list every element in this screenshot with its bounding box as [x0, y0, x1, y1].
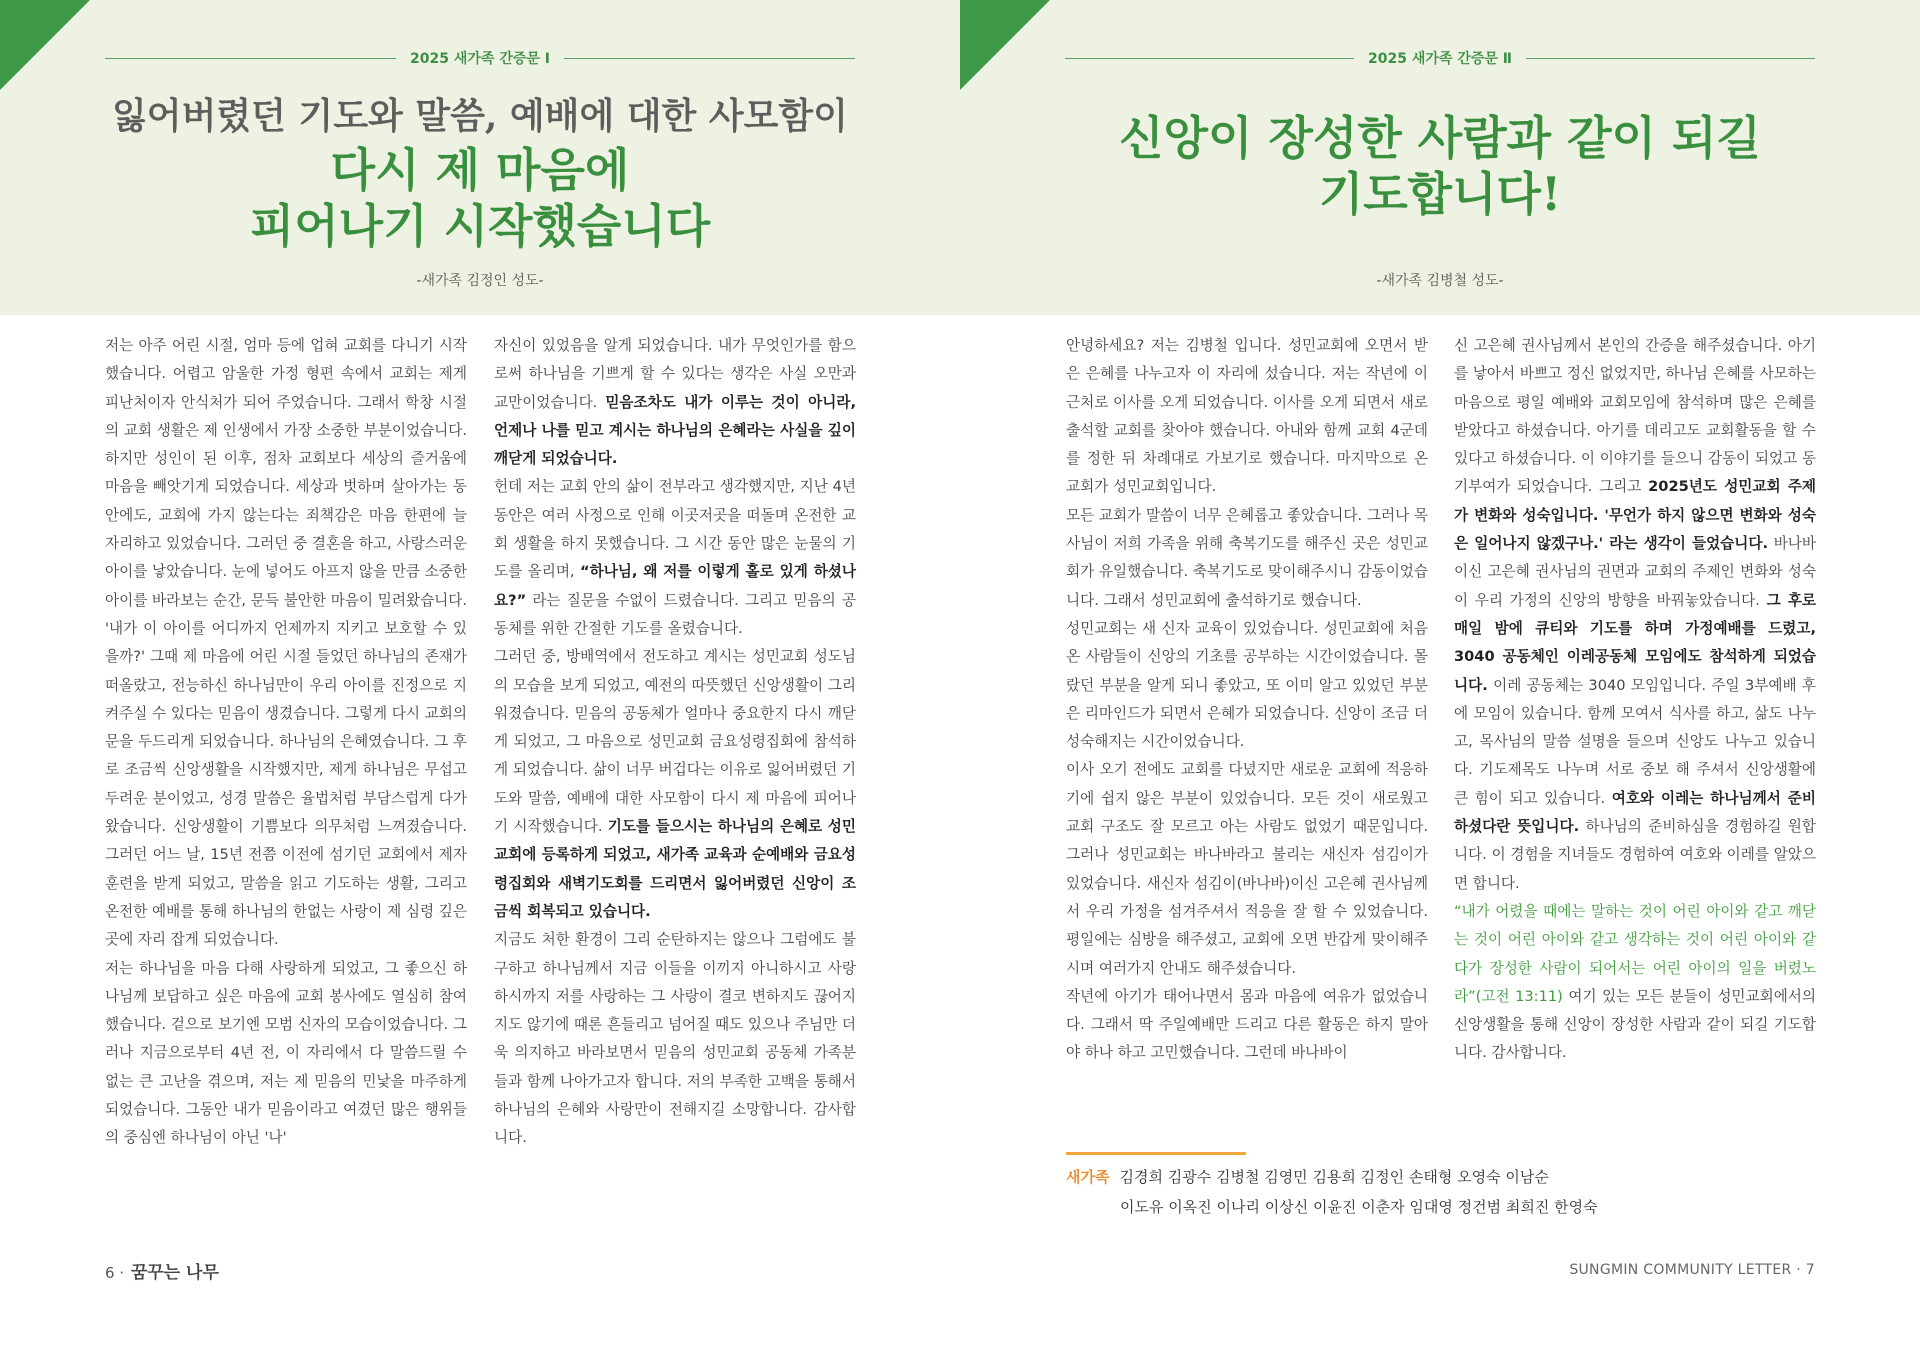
text-column-2: [494, 332, 856, 1153]
paragraph: 그러던 중, 방배역에서 전도하고 계시는 성민교회 성도님의 모습을 보게 되었고, 예전의 따뜻했던 신앙생활이 그리워졌습니다. 믿음의 공동체가 얼마나 중요한지 다시 깨닫게 되었고, 그 마음으로 성민교회 금요성령집회에 참석하게 되었습니다. 삶이 너무 버겁다는 이유로 잃어버렸던 기도와 말씀, 예배에 대한 사모함이 다시 제 마음에 피어나기 시작했습니다. 기도를 들으시는 하나님의 은혜로 성민교회에 등록하게 되었고, 새가족 교육과 순예배와 금요성령집회와 새벽기도회를 드리면서 잃어버렸던 신앙이 조금씩 회복되고 있습니다.: [494, 648, 857, 920]
members-row-2: [1120, 1196, 1598, 1217]
paragraph: 성민교회는 새 신자 교육이 있었습니다. 성민교회에 처음 온 사람들이 신앙의 기초를 공부하는 시간이었습니다. 몰랐던 부분을 알게 되니 좋았고, 또 이미 알고 있었던 부분은 리마인드가 되면서 은혜가 되었습니다. 신앙이 조금 더 성숙해지는 시간이었습니다.: [1066, 619, 1428, 751]
paragraph: “내가 어렸을 때에는 말하는 것이 어린 아이와 같고 깨닫는 것이 어린 아이와 같고 생각하는 것이 어린 아이와 같다가 장성한 사람이 되어서는 어린 아이의 일을 버렸노라”(고전 13:11) 여기 있는 모든 분들이 성민교회에서의 신앙생활을 통해 신앙이 장성한 사람과 같이 되길 기도합니다. 감사합니다.: [1454, 902, 1817, 1062]
paragraph: 안녕하세요? 저는 김병철 입니다. 성민교회에 오면서 받은 은혜를 나누고자 이 자리에 섰습니다. 저는 작년에 이 근처로 이사를 오게 되었습니다. 이사를 오게 되면서 새로 출석할 교회를 찾아야 했습니다. 아내와 함께 교회 4군데를 정한 뒤 차례대로 가보기로 했습니다. 마지막으로 온 교회가 성민교회입니다.: [1066, 337, 1428, 496]
emphasis-text: “하나님, 왜 저를 이렇게 홀로 있게 하셨나요?”: [494, 563, 857, 609]
paragraph: 헌데 저는 교회 안의 삶이 전부라고 생각했지만, 지난 4년 동안은 여러 사정으로 인해 이곳저곳을 떠돌며 온전한 교회 생활을 하지 못했습니다. 그 시간 동안 많은 눈물의 기도를 올리며, “하나님, 왜 저를 이렇게 홀로 있게 하셨나요?” 라는 질문을 수없이 드렸습니다. 그리고 믿음의 공동체를 위한 간절한 기도를 올렸습니다.: [494, 478, 857, 637]
section-label-row: [105, 48, 855, 68]
footer-right: SUNGMIN COMMUNITY LETTER · 7: [1569, 1262, 1815, 1278]
title-line-1: 잃어버렸던 기도와 말씀, 예배에 대한 사모함이: [112, 95, 848, 137]
paragraph: 신 고은혜 권사님께서 본인의 간증을 해주셨습니다. 아기를 낳아서 바쁘고 정신 없었지만, 하나님 은혜를 사모하는 마음으로 평일 예배와 교회모임에 참석하며 많은 은혜를 받았다고 하셨습니다. 아기를 데리고도 교회활동을 할 수 있다고 하셨습니다. 이 이야기를 들으니 감동이 되었고 동기부여가 되었습니다. 그리고 2025년도 성민교회 주제가 변화와 성숙입니다. '무언가 하지 않으면 변화와 성숙은 일어나지 않겠구나.' 라는 생각이 들었습니다. 바나바이신 고은혜 권사님의 권면과 교회의 주제인 변화와 성숙이 우리 가정의 신앙의 방향을 바꿔놓았습니다. 그 후로 매일 밤에 큐티와 기도를 하며 가정예배를 드렸고, 3040 공동체인 이레공동체 모임에도 참석하게 되었습니다. 이레 공동체는 3040 모임입니다. 주일 3부예배 후에 모임이 있습니다. 함께 모여서 식사를 하고, 삶도 나누고, 목사님의 말씀 설명을 들으며 신앙도 나누고 있습니다. 기도제목도 나누며 서로 중보 해 주셔서 신앙생활에 큰 힘이 되고 있습니다. 여호와 이레는 하나님께서 준비하셨다란 뜻입니다. 하나님의 준비하심을 경험하길 원합니다. 이 경험을 지녀들도 경험하여 여호와 이레를 알았으면 합니다.: [1454, 337, 1817, 892]
section-label-row: [1065, 48, 1815, 68]
left-header: [0, 0, 960, 315]
emphasis-text: 2025년도 성민교회 주제가 변화와 성숙입니다. '무언가 하지 않으면 변화와 성숙은 일어나지 않겠구나.' 라는 생각이 들었습니다.: [1454, 478, 1816, 553]
divider: [1526, 58, 1815, 59]
section-label: 2025 새가족 간증문 Ⅰ: [410, 51, 550, 67]
members-row-1: [1066, 1166, 1549, 1187]
paragraph: 자신이 있었음을 알게 되었습니다. 내가 무엇인가를 함으로써 하나님을 기쁘게 할 수 있다는 생각은 사실 오만과 교만이었습니다. 믿음조차도 내가 이루는 것이 아니라, 언제나 나를 믿고 계시는 하나님의 은혜라는 사실을 깊이 깨닫게 되었습니다.: [494, 337, 856, 468]
byline: -새가족 김정인 성도-: [416, 273, 544, 289]
title-line-2: 다시 제 마음에: [330, 143, 630, 197]
paragraph: 이사 오기 전에도 교회를 다녔지만 새로운 교회에 적응하기에 쉽지 않은 부분이 있었습니다. 모든 것이 새로웠고 교회 구조도 잘 모르고 아는 사람도 없었기 때문입니다. 그러나 성민교회는 바나바라고 불리는 새신자 섬김이가 있었습니다. 새신자 섬김이(바나바)이신 고은혜 권사님께서 우리 가정을 섬겨주셔서 적응을 잘 할 수 있었습니다. 평일에는 심방을 해주셨고, 교회에 오면 반갑게 맞이해주시며 여러가지 안내도 해주셨습니다.: [1066, 761, 1428, 977]
members-label: 새가족: [1066, 1168, 1110, 1186]
paragraph: 저는 아주 어린 시절, 엄마 등에 업혀 교회를 다니기 시작했습니다. 어렵고 암울한 가정 형편 속에서 교회는 제게 피난처이자 안식처가 되어 주었습니다. 그래서 학창 시절의 교회 생활은 제 인생에서 가장 소중한 부분이었습니다. 하지만 성인이 된 이후, 점차 교회보다 세상의 즐거움에 마음을 빼앗기게 되었습니다. 세상과 벗하며 살아가는 동안에도, 교회에 가지 않는다는 죄책감은 마음 한편에 늘 자리하고 있었습니다. 그러던 중 결혼을 하고, 사랑스러운 아이를 낳았습니다. 눈에 넣어도 아프지 않을 만큼 소중한 아이를 바라보는 순간, 문득 불안한 마음이 밀려왔습니다. '내가 이 아이를 어디까지 언제까지 지키고 보호할 수 있을까?' 그때 제 마음에 어린 시절 들었던 하나님의 존재가 떠올랐고, 전능하신 하나님만이 우리 아이를 진정으로 지켜주실 수 있다는 믿음이 생겼습니다. 그렇게 다시 교회의 문을 두드리게 되었습니다. 하나님의 은혜였습니다. 그 후로 조금씩 신앙생활을 시작했지만, 제게 하나님은 무섭고 두려운 분이었고, 성경 말씀은 율법처럼 부담스럽게 다가왔습니다. 신앙생활이 기쁨보다 의무처럼 느껴졌습니다. 그러던 어느 날, 15년 전쯤 이전에 섬기던 교회에서 제자훈련을 받게 되었고, 말씀을 읽고 기도하는 생활, 그리고 온전한 예배를 통해 하나님의 한없는 사랑이 제 심령 깊은 곳에 자리 잡게 되었습니다.: [105, 337, 467, 949]
right-page: [960, 0, 1920, 1355]
corner-triangle: [0, 0, 90, 90]
right-header: [960, 0, 1920, 315]
footer-left: [105, 1258, 219, 1283]
bible-reference: (고전 13:11): [1475, 987, 1563, 1005]
text-column-1: [105, 332, 467, 1153]
members-names: 이도유 이옥진 이나리 이상신 이윤진 이춘자 임대영 정건범 최희진 한영숙: [1120, 1198, 1598, 1216]
emphasis-text: 그 후로 매일 밤에 큐티와 기도를 하며 가정예배를 드렸고, 3040 공동체인 이레공동체 모임에도 참석하게 되었습니다.: [1454, 591, 1817, 694]
corner-triangle: [960, 0, 1050, 90]
divider: [564, 58, 855, 59]
title-line-1: 신앙이 장성한 사람과 같이 되길: [1119, 111, 1761, 165]
bible-quote: “내가 어렸을 때에는 말하는 것이 어린 아이와 같고 깨닫는 것이 어린 아이와 같고 생각하는 것이 어린 아이와 같다가 장성한 사람이 되어서는 어린 아이의 일을 버렸노라”: [1454, 902, 1816, 1005]
title-line-2: 기도합니다!: [1318, 167, 1562, 221]
page-title: [1020, 110, 1860, 222]
page-title: [60, 90, 900, 254]
emphasis-text: 기도를 들으시는 하나님의 은혜로 성민교회에 등록하게 되었고, 새가족 교육과 순예배와 금요성령집회와 새벽기도회를 드리면서 잃어버렸던 신앙이 조금씩 회복되고 있습니다.: [494, 818, 857, 920]
divider: [1065, 58, 1354, 59]
emphasis-text: 믿음조차도 내가 이루는 것이 아니라, 언제나 나를 믿고 계시는 하나님의 은혜라는 사실을 깊이 깨닫게 되었습니다.: [494, 393, 856, 468]
text-column-1: [1066, 332, 1428, 1068]
emphasis-text: 여호와 이레는 하나님께서 준비하셨다란 뜻입니다.: [1454, 789, 1816, 836]
divider: [105, 58, 396, 59]
byline: -새가족 김병철 성도-: [1376, 273, 1504, 289]
paragraph: 모든 교회가 말씀이 너무 은혜롭고 좋았습니다. 그러나 목사님이 저희 가족을 위해 축복기도를 해주신 곳은 성민교회가 유일했습니다. 축복기도로 맞이해주시니 감동이었습니다. 그래서 성민교회에 출석하기로 했습니다.: [1066, 506, 1428, 609]
text-column-2: [1454, 332, 1816, 1068]
paragraph: 작년에 아기가 태어나면서 몸과 마음에 여유가 없었습니다. 그래서 딱 주일예배만 드리고 다른 활동은 하지 말아야 하나 하고 고민했습니다. 그런데 바나바이: [1066, 987, 1428, 1062]
page-number: 6 ·: [105, 1264, 125, 1282]
paragraph: 지금도 처한 환경이 그리 순탄하지는 않으나 그럼에도 불구하고 하나님께서 지금 이들을 이끼지 아니하시고 사랑하시까지 저를 사랑하는 그 사랑이 결코 변하지도 끊어지지도 않기에 때론 흔들리고 넘어질 때도 있으나 주님만 더욱 의지하고 바라보면서 믿음의 성민교회 공동체 가족분들과 함께 나아가고자 합니다. 저의 부족한 고백을 통해서 하나님의 은혜와 사랑만이 전해지길 소망합니다. 감사합니다.: [494, 931, 856, 1147]
members-names: 김경희 김광수 김병철 김영민 김용희 김정인 손태형 오영숙 이남순: [1119, 1168, 1549, 1186]
paragraph: 저는 하나님을 마음 다해 사랑하게 되었고, 그 좋으신 하나님께 보답하고 싶은 마음에 교회 봉사에도 열심히 참여했습니다. 겉으로 보기엔 모범 신자의 모습이었습니다. 그러나 지금으로부터 4년 전, 이 자리에서 다 말씀드릴 수 없는 큰 고난을 겪으며, 저는 제 믿음의 민낯을 마주하게 되었습니다. 그동안 내가 믿음이라고 여겼던 많은 행위들의 중심엔 하나님이 아닌 '나': [105, 959, 467, 1147]
section-label: 2025 새가족 간증문 Ⅱ: [1368, 51, 1512, 67]
brand-logo: 꿈꾸는 나무: [130, 1263, 219, 1283]
orange-rule: [1066, 1152, 1246, 1155]
title-line-3: 피어나기 시작했습니다: [249, 199, 711, 253]
